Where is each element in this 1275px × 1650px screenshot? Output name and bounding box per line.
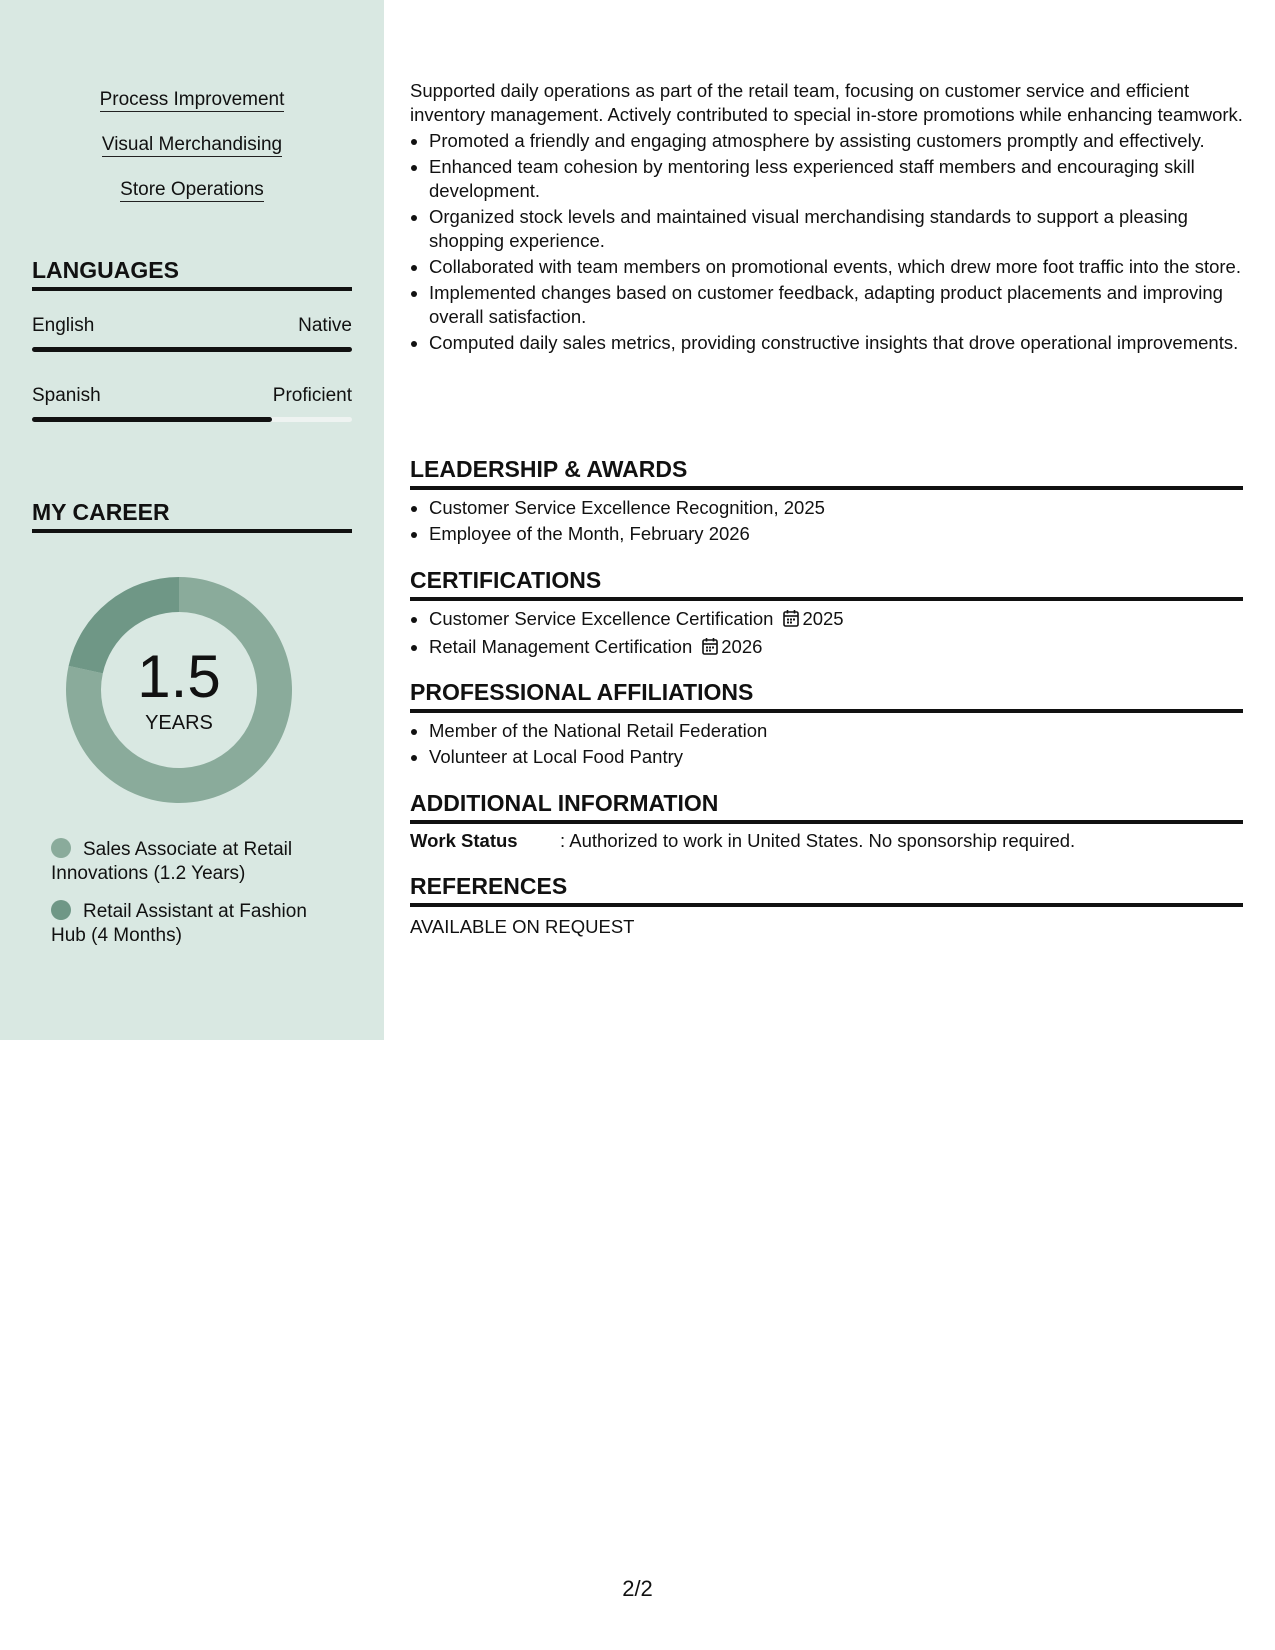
list-item — [429, 635, 1243, 661]
career-legend-item — [51, 900, 331, 948]
sidebar — [0, 0, 384, 1040]
skill-item: Visual Merchandising — [101, 134, 283, 155]
career-heading: MY CAREER — [32, 498, 352, 533]
section-heading: ADDITIONAL INFORMATION — [410, 789, 1243, 824]
language-level: Native — [298, 315, 352, 336]
language-proficiency-bar — [32, 347, 352, 352]
affiliations-section — [410, 678, 1243, 771]
list-item: • Enhanced team cohesion by mentoring less experienced staff members and encouraging skill development. — [429, 155, 1243, 203]
list-item: • Collaborated with team members on promotional events, which drew more foot traffic into the store. — [429, 255, 1243, 279]
experience-summary: Supported daily operations as part of the retail team, focusing on customer service and efficient inventory management. Actively contributed to special in-store promotions while enhancing teamwork. — [410, 80, 1243, 125]
list-item — [429, 607, 1243, 633]
career-legend-item — [51, 838, 331, 886]
language-name: English — [32, 315, 95, 336]
language-proficiency-bar — [32, 417, 352, 422]
list-item: • Volunteer at Local Food Pantry — [429, 745, 1243, 769]
career-total-value: 1.5 — [137, 643, 221, 710]
skill-item: Process Improvement — [99, 89, 285, 110]
experience-block — [410, 79, 1243, 357]
references-section — [410, 872, 1243, 939]
list-item: • Computed daily sales metrics, providing constructive insights that drove operational improvements. — [429, 331, 1243, 355]
list-item: • Employee of the Month, February 2026 — [429, 522, 1243, 546]
certifications-section — [410, 566, 1243, 663]
additional-info-section — [410, 789, 1243, 852]
certification-name: Customer Service Excellence Certification — [429, 608, 774, 629]
language-name: Spanish — [32, 385, 101, 406]
section-heading: REFERENCES — [410, 872, 1243, 907]
references-text: AVAILABLE ON REQUEST — [410, 916, 635, 937]
section-heading: LEADERSHIP & AWARDS — [410, 455, 1243, 490]
career-legend-label: Sales Associate at Retail Innovations (1.2 Years) — [51, 839, 293, 884]
work-status-label: Work Status — [410, 830, 518, 851]
list-item: • Member of the National Retail Federation — [429, 719, 1243, 743]
work-status-value: : Authorized to work in United States. No sponsorship required. — [560, 830, 1076, 851]
section-heading: PROFESSIONAL AFFILIATIONS — [410, 678, 1243, 713]
calendar-icon — [702, 637, 718, 661]
languages-heading: LANGUAGES — [32, 256, 352, 291]
leadership-section — [410, 455, 1243, 548]
career-legend-label: Retail Assistant at Fashion Hub (4 Months) — [51, 901, 307, 946]
calendar-icon — [783, 609, 799, 633]
legend-dot — [51, 900, 71, 920]
list-item: • Customer Service Excellence Recognition, 2025 — [429, 496, 1243, 520]
section-heading: CERTIFICATIONS — [410, 566, 1243, 601]
experience-bullets — [410, 129, 1243, 355]
career-total — [66, 577, 292, 803]
list-item: • Implemented changes based on customer feedback, adapting product placements and improving overall satisfaction. — [429, 281, 1243, 329]
language-level: Proficient — [272, 385, 352, 406]
skill-item: Store Operations — [120, 179, 264, 200]
certification-name: Retail Management Certification — [429, 636, 693, 657]
legend-dot — [51, 838, 71, 858]
certification-year: 2025 — [802, 608, 844, 629]
certification-year: 2026 — [721, 636, 763, 657]
page-number: 2/2 — [622, 1576, 653, 1601]
career-total-unit: YEARS — [145, 712, 213, 734]
list-item: • Organized stock levels and maintained visual merchandising standards to support a pleasing shopping experience. — [429, 205, 1243, 253]
list-item: • Promoted a friendly and engaging atmosphere by assisting customers promptly and effectively. — [429, 129, 1243, 153]
